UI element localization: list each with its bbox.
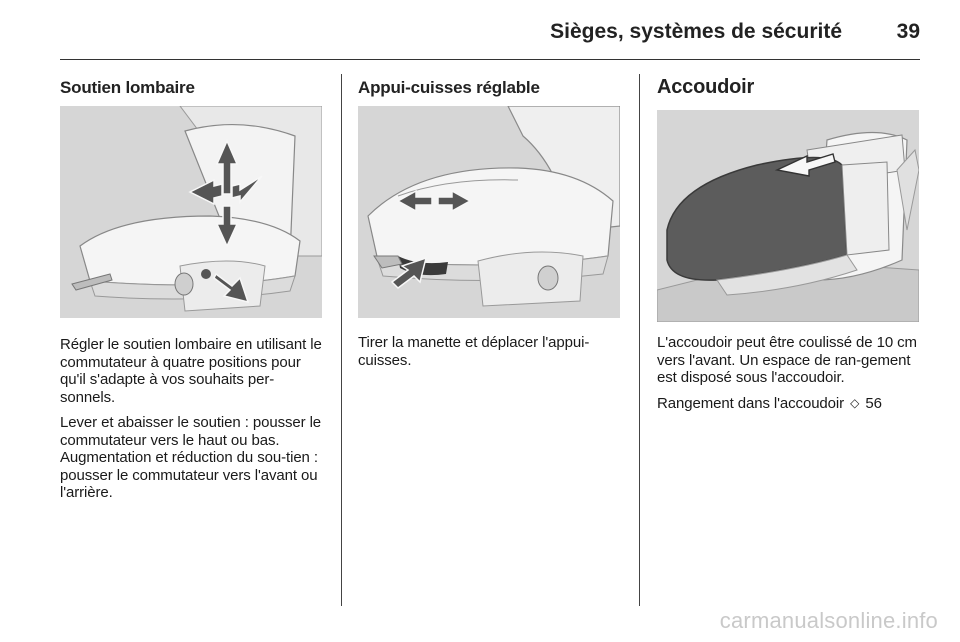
- paragraph: L'accoudoir peut être coulissé de 10 cm vers l'avant. Un espace de ran-gement est disposé sous l'accoudoir.: [657, 334, 917, 386]
- reference-page[interactable]: 56: [865, 394, 882, 412]
- page-number: 39: [896, 20, 920, 43]
- column-divider: [341, 74, 342, 606]
- section-thigh-support: [358, 74, 622, 369]
- section-armrest: [657, 74, 921, 412]
- paragraph: Lever et abaisser le soutien : pousser le commutateur vers le haut ou bas. Augmentation et réduction du sou-tien : pousser le commutateur vers l'avant ou l'arrière.: [60, 414, 322, 501]
- reference-arrow-icon: ◇: [850, 395, 860, 410]
- header-title: Sièges, systèmes de sécurité: [550, 20, 842, 43]
- lumbar-seat-drawing: [60, 106, 322, 318]
- page-header: [60, 18, 920, 60]
- lumbar-support-illustration: [60, 106, 322, 318]
- section-title: Accoudoir: [657, 76, 755, 98]
- column-divider: [639, 74, 640, 606]
- thigh-support-illustration: [358, 106, 620, 318]
- reference-text: Rangement dans l'accoudoir: [657, 394, 845, 412]
- paragraph: Régler le soutien lombaire en utilisant le commutateur à quatre positions pour qu'il s'adapte à vos souhaits per-sonnels.: [60, 336, 322, 406]
- armrest-drawing: [657, 110, 919, 322]
- thigh-seat-drawing: [358, 106, 620, 318]
- armrest-illustration: [657, 110, 919, 322]
- cross-reference: [657, 395, 921, 413]
- paragraph: Tirer la manette et déplacer l'appui-cuisses.: [358, 334, 590, 369]
- section-title: Soutien lombaire: [60, 78, 195, 97]
- watermark: carmanualsonline.info: [719, 608, 938, 633]
- section-title: Appui-cuisses réglable: [358, 78, 540, 97]
- section-lumbar-support: [60, 74, 324, 502]
